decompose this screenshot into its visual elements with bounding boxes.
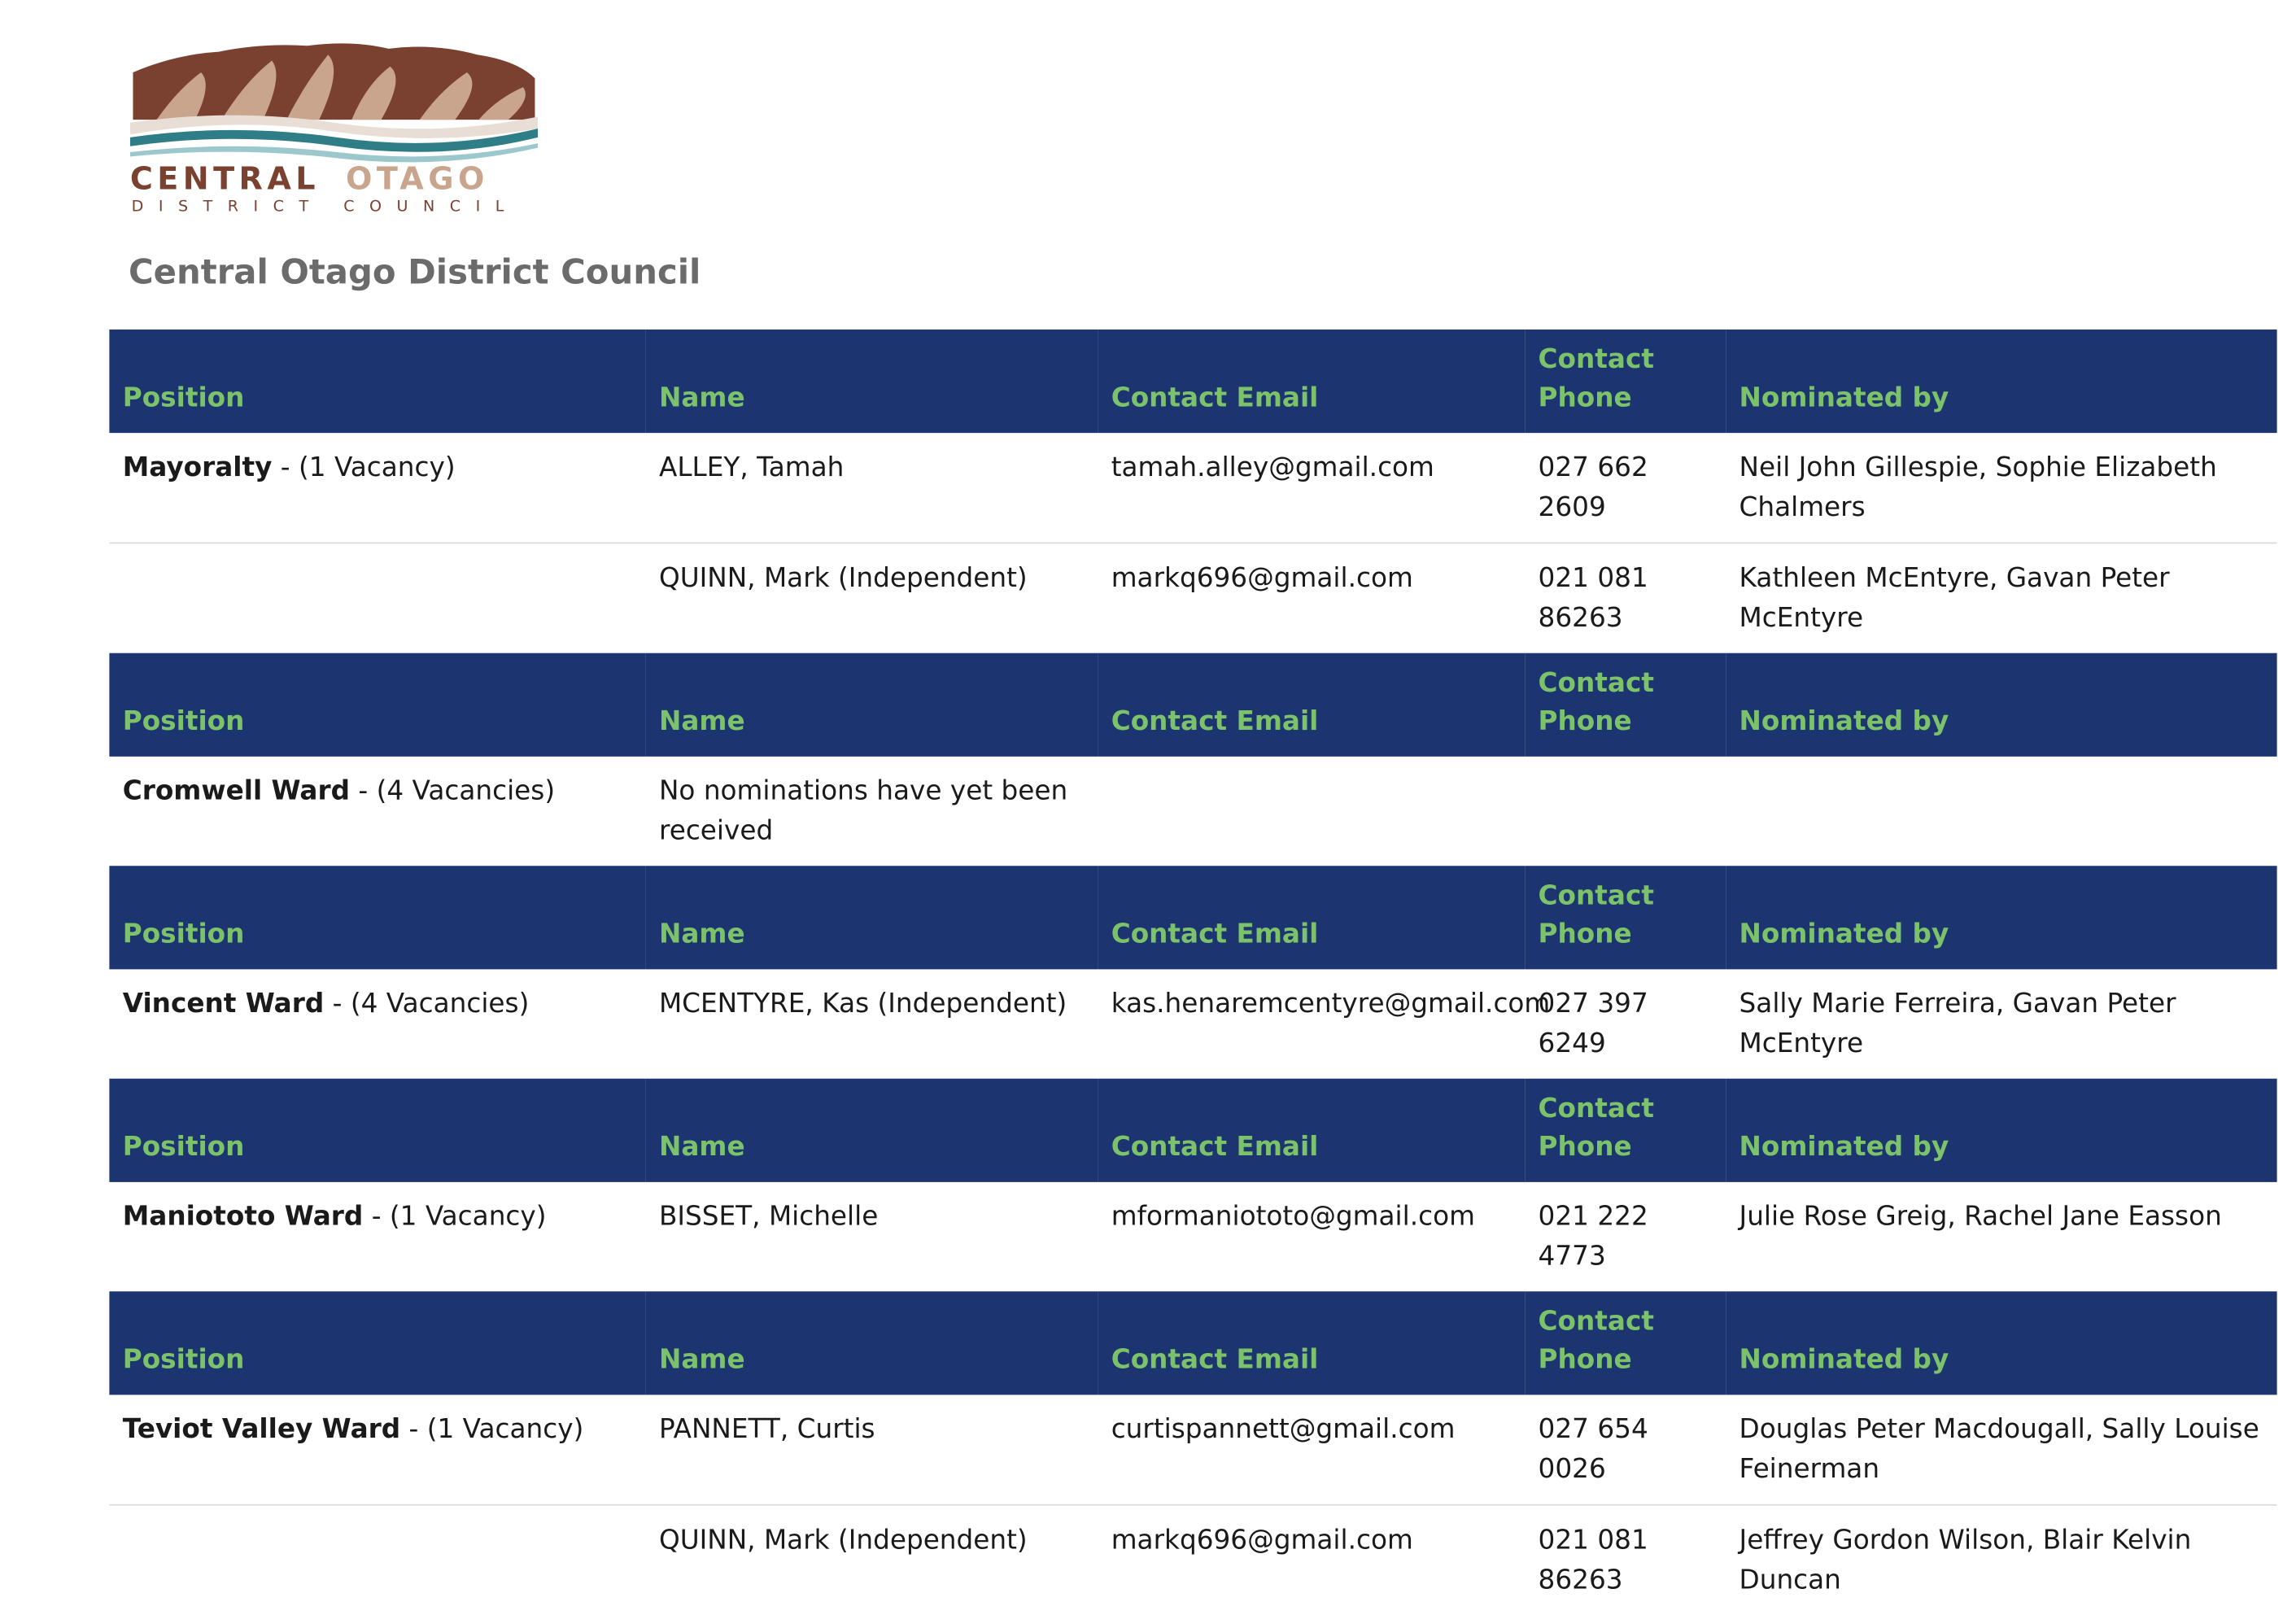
mountain-logo-icon <box>130 40 538 214</box>
header-position: Position <box>122 1132 245 1163</box>
header-nominated-by: Nominated by <box>1739 1344 1949 1376</box>
vacancy-count: - (4 Vacancies) <box>350 775 556 807</box>
contact-email[interactable]: tamah.alley@gmail.com <box>1098 433 1525 543</box>
candidate-name: QUINN, Mark (Independent) <box>658 562 1028 595</box>
header-contact-phone: Contact Phone <box>1538 880 1654 950</box>
header-position: Position <box>122 919 245 950</box>
nominated-by: Kathleen McEntyre, Gavan Peter McEntyre <box>1739 562 2170 634</box>
vacancy-count: - (1 Vacancy) <box>400 1414 584 1446</box>
position-name: Mayoralty <box>122 452 273 483</box>
vacancy-count: - (1 Vacancy) <box>272 452 456 483</box>
nominated-by: Douglas Peter Macdougall, Sally Louise Feinerman <box>1726 1395 2276 1504</box>
header-position: Position <box>122 1344 245 1376</box>
header-nominated-by: Nominated by <box>1739 1132 1949 1163</box>
contact-email[interactable] <box>1098 757 1525 866</box>
contact-email[interactable]: kas.henaremcentyre@gmail.com <box>1111 988 1551 1020</box>
header-nominated-by: Nominated by <box>1739 919 1949 950</box>
position-cell <box>109 433 645 543</box>
candidate-name: BISSET, Michelle <box>658 1201 879 1233</box>
header-contact-phone: Contact Phone <box>1538 1306 1654 1376</box>
position-cell <box>109 1182 645 1291</box>
contact-email[interactable]: markq696@gmail.com <box>1111 562 1413 595</box>
nominated-by: Neil John Gillespie, Sophie Elizabeth Chalmers <box>1726 433 2276 543</box>
table-row <box>109 1505 2276 1615</box>
position-name: Cromwell Ward <box>122 775 351 807</box>
position-cell <box>109 1505 645 1615</box>
logo-word-central: CENTRAL <box>129 160 321 197</box>
table-header-row <box>109 653 2276 757</box>
position-name: Maniototo Ward <box>122 1201 364 1233</box>
table-row <box>109 757 2276 866</box>
candidate-name: ALLEY, Tamah <box>646 433 1098 543</box>
header-nominated-by: Nominated by <box>1739 706 1949 738</box>
table-row <box>109 1182 2276 1291</box>
contact-phone: 021 222 4773 <box>1538 1201 1648 1272</box>
contact-phone <box>1525 757 1726 866</box>
header-contact-email: Contact Email <box>1111 706 1319 738</box>
contact-phone: 027 654 0026 <box>1525 1395 1726 1504</box>
contact-phone: 021 081 86263 <box>1538 1525 1648 1595</box>
logo-word-otago: OTAGO <box>345 160 489 197</box>
position-cell <box>109 757 645 866</box>
vacancy-count: - (1 Vacancy) <box>363 1201 547 1233</box>
table-row <box>109 433 2276 543</box>
vacancy-count: - (4 Vacancies) <box>324 988 530 1020</box>
header-contact-email: Contact Email <box>1111 919 1319 950</box>
contact-phone: 021 081 86263 <box>1538 562 1648 634</box>
table-header-row <box>109 1291 2276 1395</box>
candidate-name: MCENTYRE, Kas (Independent) <box>658 988 1067 1020</box>
header-name: Name <box>658 919 745 950</box>
header-nominated-by: Nominated by <box>1739 382 1949 414</box>
header-position: Position <box>122 706 245 738</box>
header-contact-email: Contact Email <box>1111 1344 1319 1376</box>
header-contact-email: Contact Email <box>1111 1132 1319 1163</box>
header-name: Name <box>658 706 745 738</box>
council-logo[interactable] <box>130 40 538 214</box>
header-contact-phone: Contact Phone <box>1538 344 1654 414</box>
contact-phone: 027 397 6249 <box>1538 988 1648 1059</box>
table-row <box>109 969 2276 1078</box>
header-contact-email: Contact Email <box>1111 382 1319 414</box>
header-name: Name <box>658 1132 745 1163</box>
header-contact-phone: Contact Phone <box>1538 1093 1654 1163</box>
nominations-table <box>109 330 2276 1615</box>
candidate-name: PANNETT, Curtis <box>646 1395 1098 1504</box>
position-cell <box>109 969 645 1078</box>
header-name: Name <box>658 382 745 414</box>
header-name: Name <box>658 1344 745 1376</box>
table-header-row <box>109 866 2276 969</box>
header-contact-phone: Contact Phone <box>1538 667 1654 738</box>
contact-email[interactable]: markq696@gmail.com <box>1111 1525 1413 1556</box>
position-name: Teviot Valley Ward <box>122 1414 401 1446</box>
position-name: Vincent Ward <box>122 988 325 1020</box>
nominated-by: Jeffrey Gordon Wilson, Blair Kelvin Duncan <box>1739 1525 2192 1595</box>
position-cell <box>109 543 645 653</box>
table-row <box>109 1395 2276 1504</box>
contact-email[interactable]: curtispannett@gmail.com <box>1098 1395 1525 1504</box>
header-position: Position <box>122 382 245 414</box>
contact-email[interactable]: mformaniototo@gmail.com <box>1111 1201 1475 1233</box>
nominated-by: Sally Marie Ferreira, Gavan Peter McEntyre <box>1739 988 2176 1059</box>
table-header-row <box>109 330 2276 433</box>
logo-subtitle: DISTRICT COUNCIL <box>131 197 519 215</box>
table-row <box>109 543 2276 653</box>
table-header-row <box>109 1079 2276 1182</box>
nominated-by: Julie Rose Greig, Rachel Jane Easson <box>1739 1201 2222 1233</box>
position-cell <box>109 1395 645 1504</box>
nominated-by <box>1726 757 2276 866</box>
contact-phone: 027 662 2609 <box>1525 433 1726 543</box>
candidate-name: No nominations have yet been received <box>658 775 1068 846</box>
page-title: Central Otago District Council <box>129 254 701 293</box>
candidate-name: QUINN, Mark (Independent) <box>658 1525 1028 1556</box>
